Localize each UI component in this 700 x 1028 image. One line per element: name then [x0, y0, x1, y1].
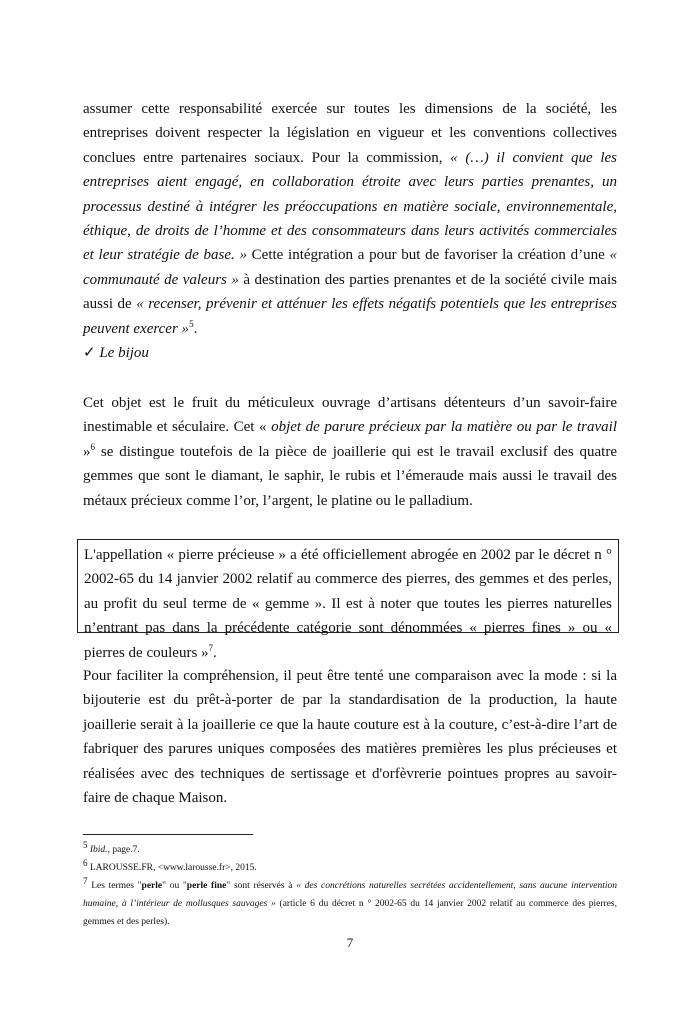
footnote-number: 5 — [83, 839, 88, 850]
footnote-5 — [83, 841, 617, 859]
paragraph-rse — [83, 97, 617, 341]
footnote-6 — [83, 859, 617, 877]
footnote-number: 7 — [83, 875, 88, 886]
text-run: . — [193, 320, 198, 337]
heading-label: Le bijou — [95, 345, 149, 361]
section-heading-bijou — [83, 343, 149, 362]
paragraph-bijou — [83, 391, 617, 513]
footnote-number: 6 — [83, 857, 88, 868]
text-run: Cet objet est le fruit du méticuleux ouvrage d’artisans détenteurs d’un savoir-faire inestimable et séculaire. Cet « — [83, 395, 617, 436]
footnote-bold-term: perle — [141, 881, 163, 891]
footnote-ref-6[interactable]: 6 — [90, 441, 95, 452]
footnote-italic: Ibid. — [89, 845, 108, 855]
text-run: . — [213, 644, 217, 661]
checkmark-icon: ✓ — [83, 345, 96, 361]
footnote-text: " sont réservés à — [226, 881, 297, 891]
footnote-text: (article 6 du décret n ° 2002-65 du 14 janvier 2002 relatif au commerce des pierres, gemmes et des perles). — [83, 899, 617, 927]
quote-definition: objet de parure précieux par la matière ou par le travail — [271, 419, 617, 436]
footnote-text: " ou " — [162, 881, 187, 891]
text-run: à destination des parties prenantes et de la société civile mais aussi de — [83, 271, 617, 313]
page-number: 7 — [346, 935, 354, 950]
footnote-text: , page.7. — [107, 845, 140, 855]
text-run: se distingue toutefois de la pièce de joaillerie qui est le travail exclusif des quatre gemmes que sont le diamant, le saphir, le rubis et l’émeraude mais aussi le travail des métaux précieux comme l’or, l’argent, le platine ou le palladium. — [83, 443, 617, 509]
quote-recenser: « recenser, prévenir et atténuer les effets négatifs potentiels que les entreprises peuvent exercer » — [83, 296, 617, 337]
quote-communaute: « communauté de valeurs » — [83, 247, 617, 288]
text-run: Cette intégration a pour but de favoriser la création d’une — [246, 247, 610, 264]
footnote-7 — [83, 877, 617, 931]
quote-commission: « (…) il convient que les entreprises aient engagé, en collaboration étroite avec leurs parties prenantes, un processus destiné à intégrer les préoccupations en matière sociale, environnementale, éthique, de droits de l’homme et des consommateurs dans leurs activités commerciales et leur stratégie de base. » — [83, 149, 617, 264]
info-box-text — [84, 543, 612, 665]
footnote-text: Les termes " — [87, 881, 142, 891]
text-run: L'appellation « pierre précieuse » a été officiellement abrogée en 2002 par le décret n ° 2002-65 du 14 janvier 2002 relatif au commerce des pierres, des gemmes et des perles, au profit du seul terme de « gemme ». Il est à noter que toutes les pierres naturelles n’entrant pas dans la précédente catégorie sont dénommées « pierres fines » ou « pierres de couleurs » — [84, 547, 612, 661]
footnote-ref-5[interactable]: 5 — [189, 318, 194, 329]
footnote-separator — [83, 834, 253, 835]
info-box — [77, 539, 619, 661]
paragraph-comparaison: Pour faciliter la compréhension, il peut être tenté une comparaison avec la mode : si la bijouterie est du prêt-à-porter de par la standardisation de la production, la haute joaillerie serait à la joaillerie ce que la haute couture est à la couture, c’est-à-dire l’art de fabriquer des parures uniques composées des matières premières les plus précieuses et réalisées avec des techniques de sertissage et d'orfèvrerie pointues propres au savoir-faire de chaque Maison. — [83, 668, 617, 807]
text-run: » — [83, 443, 91, 460]
footnote-ref-7[interactable]: 7 — [208, 642, 214, 653]
footnote-bold-term: perle fine — [186, 881, 227, 891]
footnote-italic: « des concrétions naturelles secrétées accidentellement, sans aucune intervention humaine, à l’intérieur de mollusques sauvages » — [83, 881, 617, 909]
footnote-text: LAROUSSE.FR, <www.larousse.fr>, 2015. — [87, 863, 257, 873]
text-run: assumer cette responsabilité exercée sur toutes les dimensions de la société, les entreprises doivent respecter la législation en vigueur et les conventions collectives conclues entre partenaires sociaux. Pour la commission, — [83, 101, 617, 166]
